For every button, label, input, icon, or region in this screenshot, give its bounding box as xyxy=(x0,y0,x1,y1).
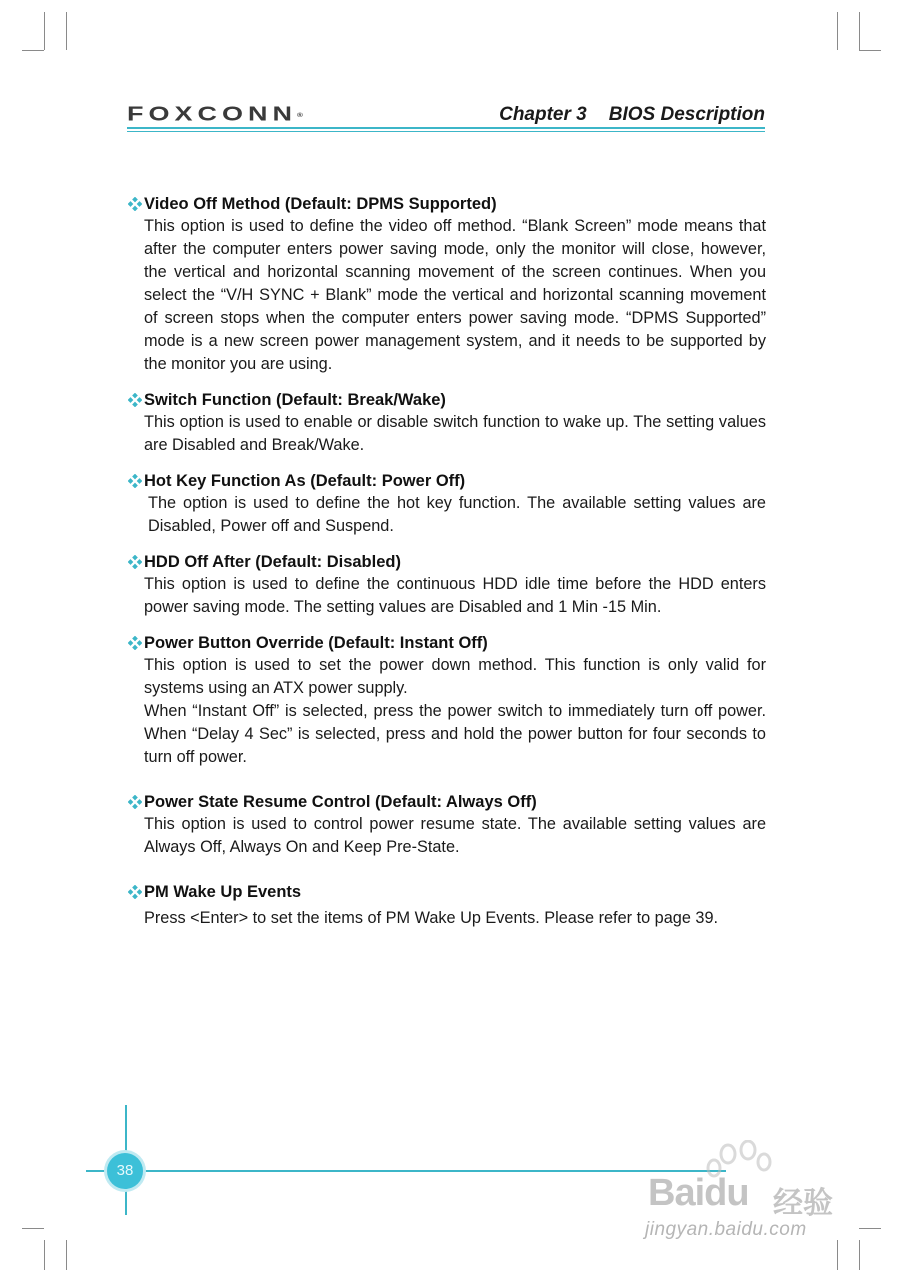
diamond-bullet-icon xyxy=(128,197,142,211)
section-title: Switch Function (Default: Break/Wake) xyxy=(127,389,767,411)
section-title: Power State Resume Control (Default: Always Off) xyxy=(127,791,767,813)
diamond-bullet-icon xyxy=(128,636,142,650)
section-hdd-off-after xyxy=(127,551,767,619)
section-paragraph: This option is used to set the power down method. This function is only valid for systems using an ATX power supply. xyxy=(144,656,766,697)
section-paragraph: The option is used to define the hot key function. The available setting values are Disabled, Power off and Suspend. xyxy=(148,494,766,535)
crop-mark xyxy=(859,1240,860,1270)
section-paragraph: This option is used to enable or disable switch function to wake up. The setting values are Disabled and Break/Wake. xyxy=(144,413,766,454)
section-title: Video Off Method (Default: DPMS Supported) xyxy=(127,193,767,215)
section-power-state-resume xyxy=(127,791,767,859)
section-hot-key-function xyxy=(127,470,767,538)
diamond-bullet-icon xyxy=(128,555,142,569)
crop-mark xyxy=(22,50,44,51)
section-paragraph: When “Instant Off” is selected, press the power switch to immediately turn off power. When “Delay 4 Sec” is selected, press and hold the power button for four seconds to turn off power. xyxy=(144,702,766,766)
crop-mark xyxy=(859,1228,881,1229)
section-paragraph: This option is used to control power resume state. The available setting values are Always Off, Always On and Keep Pre-State. xyxy=(144,815,766,856)
section-title: PM Wake Up Events xyxy=(127,881,767,903)
section-paragraph: This option is used to define the continuous HDD idle time before the HDD enters power saving mode. The setting values are Disabled and 1 Min -15 Min. xyxy=(144,575,766,616)
section-power-button-override xyxy=(127,632,767,769)
header-rule-thin xyxy=(127,131,765,132)
header-rule xyxy=(127,127,765,129)
chapter-title: BIOS Description xyxy=(608,104,765,125)
crop-mark xyxy=(859,12,860,50)
section-paragraph: Press <Enter> to set the items of PM Wake Up Events. Please refer to page 39. xyxy=(144,909,719,927)
foxconn-logo: FOXCONN® xyxy=(127,102,303,125)
section-pm-wake-up-events xyxy=(127,881,767,932)
crop-mark xyxy=(859,50,881,51)
page-content xyxy=(127,193,767,945)
watermark-url: jingyan.baidu.com xyxy=(645,1219,807,1240)
page-number: 38 xyxy=(116,1162,134,1179)
chapter-label: Chapter 3 xyxy=(499,104,587,125)
watermark-brand-cn: 经验 xyxy=(773,1187,833,1220)
section-switch-function xyxy=(127,389,767,457)
section-title: Power Button Override (Default: Instant Off) xyxy=(127,632,767,654)
watermark-brand: Baidu xyxy=(648,1172,749,1214)
diamond-bullet-icon xyxy=(128,795,142,809)
chapter-heading xyxy=(499,104,765,126)
diamond-bullet-icon xyxy=(128,885,142,899)
crop-mark xyxy=(44,1240,45,1270)
section-paragraph: This option is used to define the video off method. “Blank Screen” mode means that after the computer enters power saving mode, only the monitor will close, however, the vertical and horizontal scanning movement of the screen continues. When you select the “V/H SYNC + Blank” mode the vertical and horizontal scanning movement of screen stops when the computer enters power saving mode. “DPMS Supported” mode is a new screen power management system, and it needs to be supported by the monitor you are using. xyxy=(144,217,766,373)
diamond-bullet-icon xyxy=(128,474,142,488)
crop-mark xyxy=(837,12,838,50)
footer-horizontal-line xyxy=(86,1170,726,1172)
section-title: HDD Off After (Default: Disabled) xyxy=(127,551,767,573)
section-video-off-method xyxy=(127,193,767,376)
crop-mark xyxy=(66,1240,67,1270)
crop-mark xyxy=(66,12,67,50)
crop-mark xyxy=(22,1228,44,1229)
diamond-bullet-icon xyxy=(128,393,142,407)
section-title: Hot Key Function As (Default: Power Off) xyxy=(127,470,767,492)
crop-mark xyxy=(44,12,45,50)
